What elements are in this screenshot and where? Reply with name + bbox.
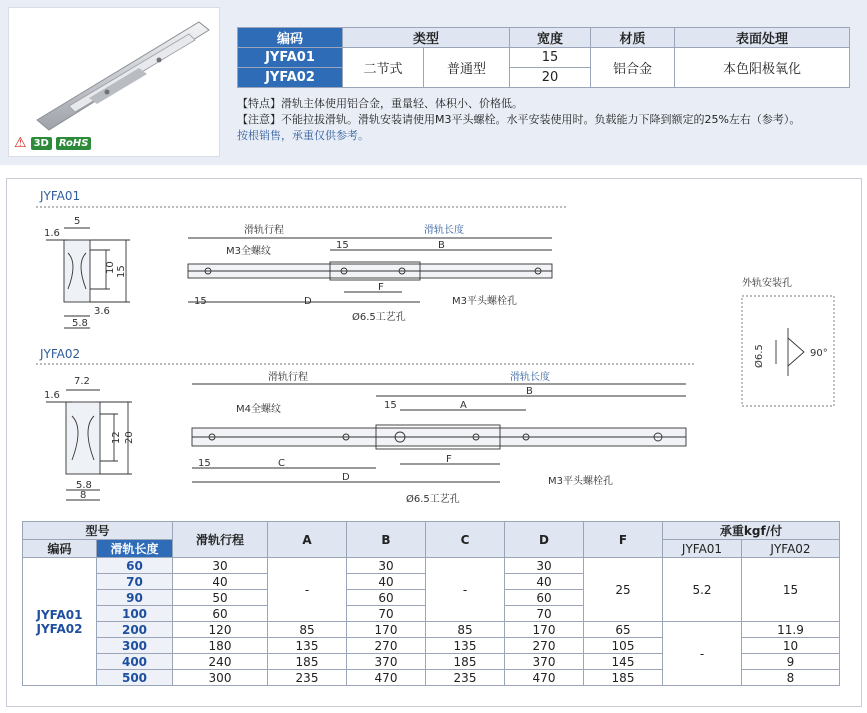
note-feature: 【特点】滑轨主体使用铝合金，重量轻、体积小、价格低。 [237,97,523,110]
d-cell: 470 [505,670,584,686]
d-cell: 370 [505,654,584,670]
a-dash-cell: - [268,558,347,622]
d-cell: 60 [505,590,584,606]
s2-tool-hole-label: Ø6.5工艺孔 [406,494,460,505]
spec-width-15: 15 [510,48,591,68]
load2-short-cell: 15 [742,558,840,622]
c-cell: 135 [426,638,505,654]
note-sales: 按根销售，承重仅供参考。 [237,129,369,142]
s2-dim-20: 20 [124,431,135,444]
f-cell: 185 [584,670,663,686]
hole-detail-title: 外轨安装孔 [742,278,792,289]
s2-m4-thread-label: M4全螺纹 [236,404,281,415]
th-load-jyfa01: JYFA01 [663,540,742,558]
travel-cell: 40 [173,574,268,590]
load2-cell: 9 [742,654,840,670]
load2-cell: 8 [742,670,840,686]
len-cell: 100 [97,606,173,622]
s2-dim-B: B [526,386,533,397]
s2-dim-D: D [342,472,350,483]
a-cell: 235 [268,670,347,686]
travel-cell: 30 [173,558,268,574]
spec-surface: 本色阳极氧化 [675,48,850,88]
d-cell: 40 [505,574,584,590]
notes-block [237,96,857,144]
hole-angle: 90° [810,348,828,359]
spec-material: 铝合金 [591,48,675,88]
load2-cell: 11.9 [742,622,840,638]
s1-dim-15-bottom: 15 [194,296,207,307]
f-cell: 145 [584,654,663,670]
th-load: 承重kgf/付 [663,522,840,540]
b-cell: 170 [347,622,426,638]
s1-tool-hole-label: Ø6.5工艺孔 [352,312,406,323]
len-cell: 90 [97,590,173,606]
th-D: D [505,522,584,558]
travel-cell: 300 [173,670,268,686]
s1-dim-5-8: 5.8 [72,318,88,329]
b-cell: 70 [347,606,426,622]
spec-width-20: 20 [510,68,591,88]
travel-cell: 50 [173,590,268,606]
th-B: B [347,522,426,558]
table-row [23,558,840,574]
spec-head-surface: 表面处理 [675,28,850,48]
s2-dim-8: 8 [80,490,87,501]
len-cell: 200 [97,622,173,638]
s1-dim-5: 5 [74,216,81,227]
travel-cell: 60 [173,606,268,622]
s2-dim-A: A [460,400,467,411]
th-load-jyfa02: JYFA02 [742,540,840,558]
th-C: C [426,522,505,558]
len-cell: 300 [97,638,173,654]
technical-drawing [6,178,860,518]
len-cell: 500 [97,670,173,686]
d-cell: 270 [505,638,584,654]
s1-dim-15: 15 [116,265,127,278]
spec-table [237,27,850,88]
drawing-title-jyfa02: JYFA02 [40,347,81,361]
badge-row [14,135,91,151]
th-code: 编码 [23,540,97,558]
spec-head-width: 宽度 [510,28,591,48]
s2-dim-15-bottom: 15 [198,458,211,469]
s1-dim-10: 10 [105,261,116,274]
d-cell: 70 [505,606,584,622]
travel-cell: 240 [173,654,268,670]
c-cell: 85 [426,622,505,638]
a-cell: 85 [268,622,347,638]
len-cell: 70 [97,574,173,590]
spec-data-table [22,521,840,686]
spec-type-section: 二节式 [343,48,424,88]
f-cell: 105 [584,638,663,654]
travel-cell: 180 [173,638,268,654]
s2-dim-F: F [446,454,452,465]
th-A: A [268,522,347,558]
s1-length-label: 滑轨长度 [424,225,464,236]
d-cell: 170 [505,622,584,638]
b-cell: 370 [347,654,426,670]
spec-type-kind: 普通型 [424,48,510,88]
a-cell: 135 [268,638,347,654]
c-dash-cell: - [426,558,505,622]
load1-short-cell: 5.2 [663,558,742,622]
spec-code-jyfa02: JYFA02 [238,68,343,88]
spec-head-type: 类型 [343,28,510,48]
s1-travel-label: 滑轨行程 [244,225,284,236]
warning-triangle-icon: ⚠ [14,135,27,151]
s1-dim-D: D [304,296,312,307]
code-line-1: JYFA01 [36,607,83,622]
badge-3d: 3D [31,137,52,150]
table-row [23,622,840,638]
th-travel: 滑轨行程 [173,522,268,558]
s2-dim-12: 12 [111,431,122,444]
s2-dim-7-2: 7.2 [74,376,90,387]
drawing-title-jyfa01: JYFA01 [40,189,81,203]
spec-head-code: 编码 [238,28,343,48]
spec-head-material: 材质 [591,28,675,48]
travel-cell: 120 [173,622,268,638]
s2-dim-C: C [278,458,285,469]
len-cell: 60 [97,558,173,574]
badge-rohs: RoHS [56,137,92,150]
s2-dim-15-top: 15 [384,400,397,411]
s2-length-label: 滑轨长度 [510,372,550,383]
b-cell: 30 [347,558,426,574]
th-length: 滑轨长度 [97,540,173,558]
s1-dim-F: F [378,282,384,293]
b-cell: 270 [347,638,426,654]
s2-m3-flat-label: M3平头螺栓孔 [548,476,613,487]
s2-travel-label: 滑轨行程 [268,372,308,383]
b-cell: 470 [347,670,426,686]
f-short-cell: 25 [584,558,663,622]
slide-rail-image [9,8,219,156]
load2-cell: 10 [742,638,840,654]
hole-diameter: Ø6.5 [754,344,765,368]
s1-dim-15-top: 15 [336,240,349,251]
b-cell: 40 [347,574,426,590]
th-F: F [584,522,663,558]
s1-dim-3-6: 3.6 [94,306,110,317]
f-cell: 65 [584,622,663,638]
s2-dim-5-8: 5.8 [76,480,92,491]
code-line-2: JYFA02 [36,621,83,636]
s2-dim-1-6: 1.6 [44,390,60,401]
a-cell: 185 [268,654,347,670]
b-cell: 60 [347,590,426,606]
s1-m3-flat-label: M3平头螺栓孔 [452,296,517,307]
s1-m3-thread-label: M3全螺纹 [226,246,271,257]
product-photo [8,7,220,157]
code-cell [23,558,97,686]
c-cell: 235 [426,670,505,686]
spec-code-jyfa01: JYFA01 [238,48,343,68]
load1-long-cell: - [663,622,742,686]
c-cell: 185 [426,654,505,670]
s1-dim-1-6: 1.6 [44,228,60,239]
d-cell: 30 [505,558,584,574]
note-caution: 【注意】不能拉拔滑轨。滑轨安装请使用M3平头螺栓。水平安装使用时。负载能力下降到额定的25%左右（参考）。 [237,113,801,126]
len-cell: 400 [97,654,173,670]
th-model: 型号 [23,522,173,540]
s1-dim-B: B [438,240,445,251]
